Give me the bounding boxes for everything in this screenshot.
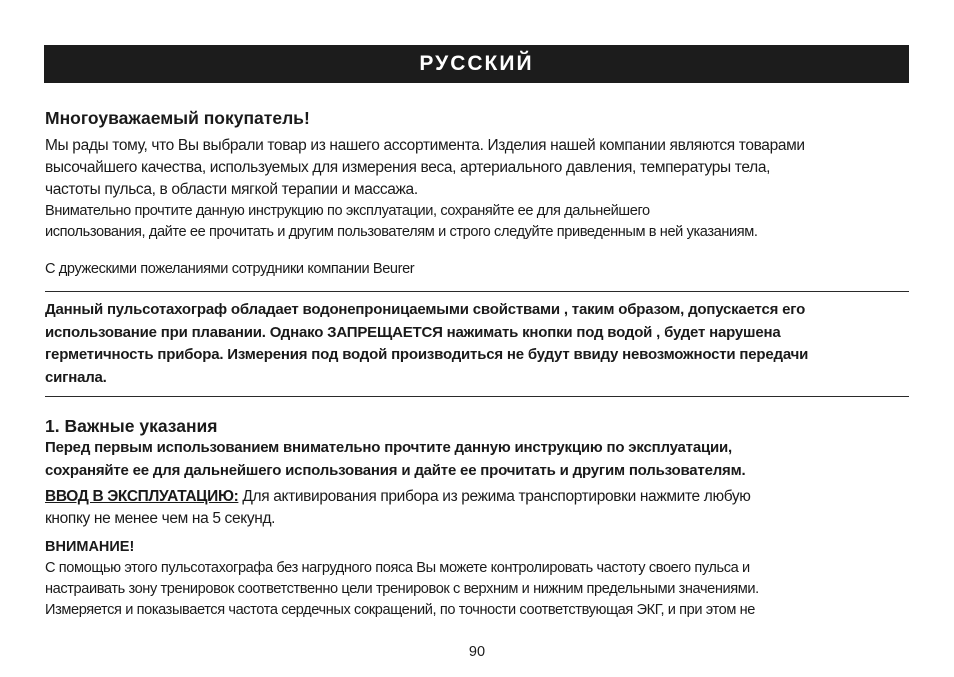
greeting-line: использования, дайте ее прочитать и другим пользователям и строго следуйте приведенным в ней указаниям.: [45, 224, 758, 240]
commissioning-label: ВВОД В ЭКСПЛУАТАЦИЮ:: [45, 488, 239, 505]
greeting-line: высочайшего качества, используемых для измерения веса, артериального давления, температуры тела,: [45, 159, 771, 176]
attention-line: настраивать зону тренировок соответственно цели тренировок с верхним и нижним предельными значениями.: [45, 581, 759, 597]
language-header: [44, 45, 909, 83]
warning-line: использование при плавании. Однако ЗАПРЕЩАЕТСЯ нажимать кнопки под водой , будет нарушена: [45, 323, 781, 341]
section-intro: [45, 437, 909, 482]
greeting-title: Многоуважаемый покупатель!: [45, 108, 310, 128]
warning-line: сигнала.: [45, 368, 107, 386]
warning-line: Данный пульсотахограф обладает водонепроницаемыми свойствами , таким образом, допускается его: [45, 301, 806, 318]
greeting-line: Мы рады тому, что Вы выбрали товар из нашего ассортимента. Изделия нашей компании являются товарами: [45, 137, 805, 154]
language-title: РУССКИЙ: [419, 52, 534, 75]
attention-label: ВНИМАНИЕ!: [45, 539, 135, 555]
page-content: [45, 107, 909, 621]
commissioning-text: Для активирования прибора из режима транспортировки нажмите любую: [238, 488, 751, 505]
section-title: 1. Важные указания: [45, 416, 218, 436]
commissioning-text-line2: кнопку не менее чем на 5 секунд.: [45, 510, 276, 527]
warning-line: герметичность прибора. Измерения под водой производиться не будут ввиду невозможности передачи: [45, 346, 809, 363]
divider-bottom: [45, 396, 909, 397]
attention-line: Измеряется и показывается частота сердечных сокращений, по точности соответствующая ЭКГ, и при этом не: [45, 602, 756, 618]
greeting-line: частоты пульса, в области мягкой терапии и массажа.: [45, 181, 418, 198]
section-intro-line: сохраняйте ее для дальнейшего использования и дайте ее прочитать и другим пользователям.: [45, 461, 746, 479]
page-number: 90: [468, 644, 486, 660]
attention-line: С помощью этого пульсотахографа без нагрудного пояса Вы можете контролировать частоту своего пульса и: [45, 560, 750, 576]
waterproof-warning: [45, 292, 909, 396]
greeting-line: Внимательно прочтите данную инструкцию по эксплуатации, сохраняйте ее для дальнейшего: [45, 203, 650, 219]
greeting-signature: С дружескими пожеланиями сотрудники компании Beurer: [45, 261, 415, 277]
greeting-body: [45, 135, 909, 243]
commissioning-paragraph: [45, 486, 909, 508]
section-intro-line: Перед первым использованием внимательно прочтите данную инструкцию по эксплуатации,: [45, 439, 732, 456]
